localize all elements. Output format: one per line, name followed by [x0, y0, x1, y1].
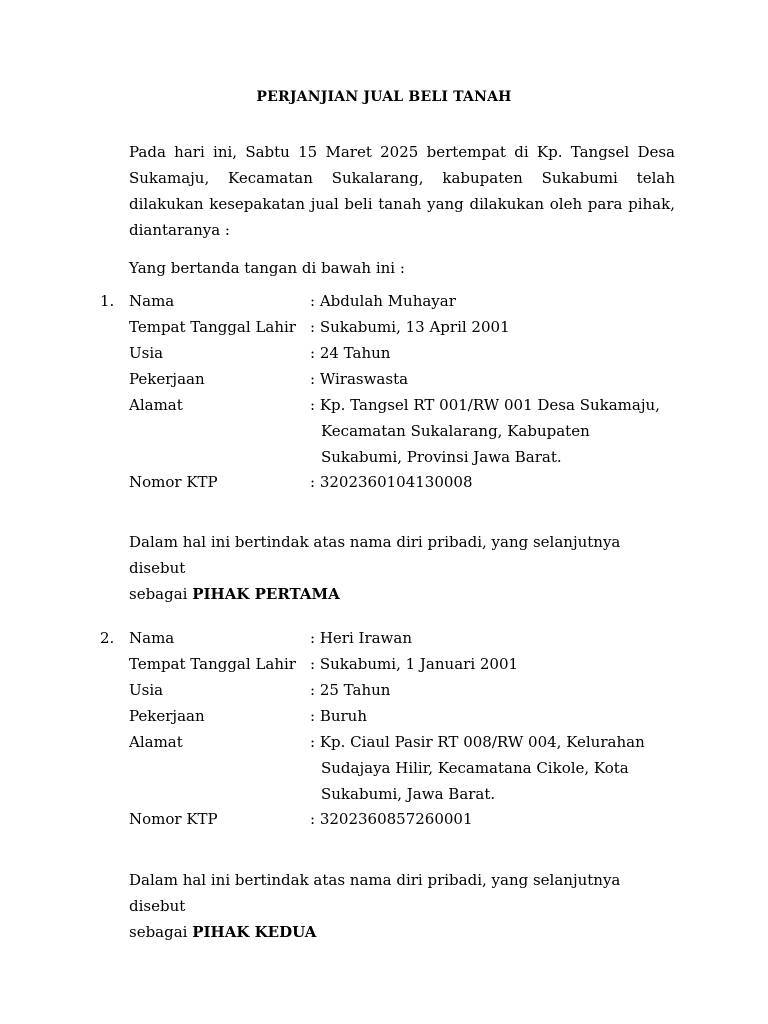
- intro-line-1: Pada hari ini, Sabtu 15 Maret 2025 bertempat di Kp. Tangsel Desa: [129, 143, 675, 161]
- party2-role: PIHAK KEDUA: [192, 923, 317, 941]
- party1-job-label: Pekerjaan: [129, 370, 205, 388]
- party1-address-line-3: Sukabumi, Provinsi Jawa Barat.: [321, 448, 562, 466]
- party1-statement: [129, 529, 675, 607]
- party1-age-label: Usia: [129, 344, 164, 362]
- party1-ktp-label: Nomor KTP: [129, 473, 218, 491]
- party1-job-value: : Wiraswasta: [310, 370, 409, 388]
- party2-ktp-label: Nomor KTP: [129, 810, 218, 828]
- party2-number: 2.: [100, 629, 115, 647]
- document-title: PERJANJIAN JUAL BELI TANAH: [256, 89, 512, 105]
- party1-address-value: [310, 392, 680, 470]
- party2-job-value: : Buruh: [310, 707, 367, 725]
- party2-address-line-2: Sudajaya Hilir, Kecamatana Cikole, Kota: [321, 759, 629, 777]
- party1-birth-label: Tempat Tanggal Lahir: [129, 318, 296, 336]
- intro-paragraph: [129, 139, 675, 243]
- party2-address-value: [310, 729, 680, 807]
- party2-age-value: : 25 Tahun: [310, 681, 391, 699]
- party2-ktp-value: : 3202360857260001: [310, 810, 473, 828]
- signed-below-text: Yang bertanda tangan di bawah ini :: [129, 259, 405, 277]
- party2-address-line-3: Sukabumi, Jawa Barat.: [321, 785, 496, 803]
- party1-statement-line-1: Dalam hal ini bertindak atas nama diri pribadi, yang selanjutnya disebut: [129, 533, 621, 577]
- party1-statement-prefix: sebagai: [129, 585, 193, 603]
- party2-job-label: Pekerjaan: [129, 707, 205, 725]
- intro-line-4: diantaranya :: [129, 221, 230, 239]
- intro-line-2: Sukamaju, Kecamatan Sukalarang, kabupaten Sukabumi telah: [129, 169, 675, 187]
- party1-ktp-value: : 3202360104130008: [310, 473, 473, 491]
- party2-address-line-1: : Kp. Ciaul Pasir RT 008/RW 004, Kelurahan: [310, 733, 645, 751]
- party1-address-line-2: Kecamatan Sukalarang, Kabupaten: [321, 422, 590, 440]
- party1-role: PIHAK PERTAMA: [192, 585, 340, 603]
- party1-birth-value: : Sukabumi, 13 April 2001: [310, 318, 510, 336]
- party1-statement-line-2: [129, 581, 675, 607]
- party2-address-label: Alamat: [129, 733, 183, 751]
- party2-statement-prefix: sebagai: [129, 923, 193, 941]
- party2-name-label: Nama: [129, 629, 175, 647]
- party1-address-label: Alamat: [129, 396, 183, 414]
- intro-line-3: dilakukan kesepakatan jual beli tanah yang dilakukan oleh para pihak,: [129, 195, 675, 213]
- party1-address-line-1: : Kp. Tangsel RT 001/RW 001 Desa Sukamaju,: [310, 396, 660, 414]
- party2-name-value: : Heri Irawan: [310, 629, 412, 647]
- party1-age-value: : 24 Tahun: [310, 344, 391, 362]
- party1-number: 1.: [100, 292, 115, 310]
- party1-name-label: Nama: [129, 292, 175, 310]
- party2-birth-value: : Sukabumi, 1 Januari 2001: [310, 655, 519, 673]
- party2-birth-label: Tempat Tanggal Lahir: [129, 655, 296, 673]
- party2-statement-line-2: [129, 919, 675, 945]
- party1-name-value: : Abdulah Muhayar: [310, 292, 456, 310]
- party2-statement-line-1: Dalam hal ini bertindak atas nama diri pribadi, yang selanjutnya disebut: [129, 871, 621, 915]
- party2-age-label: Usia: [129, 681, 164, 699]
- party2-statement: [129, 867, 675, 945]
